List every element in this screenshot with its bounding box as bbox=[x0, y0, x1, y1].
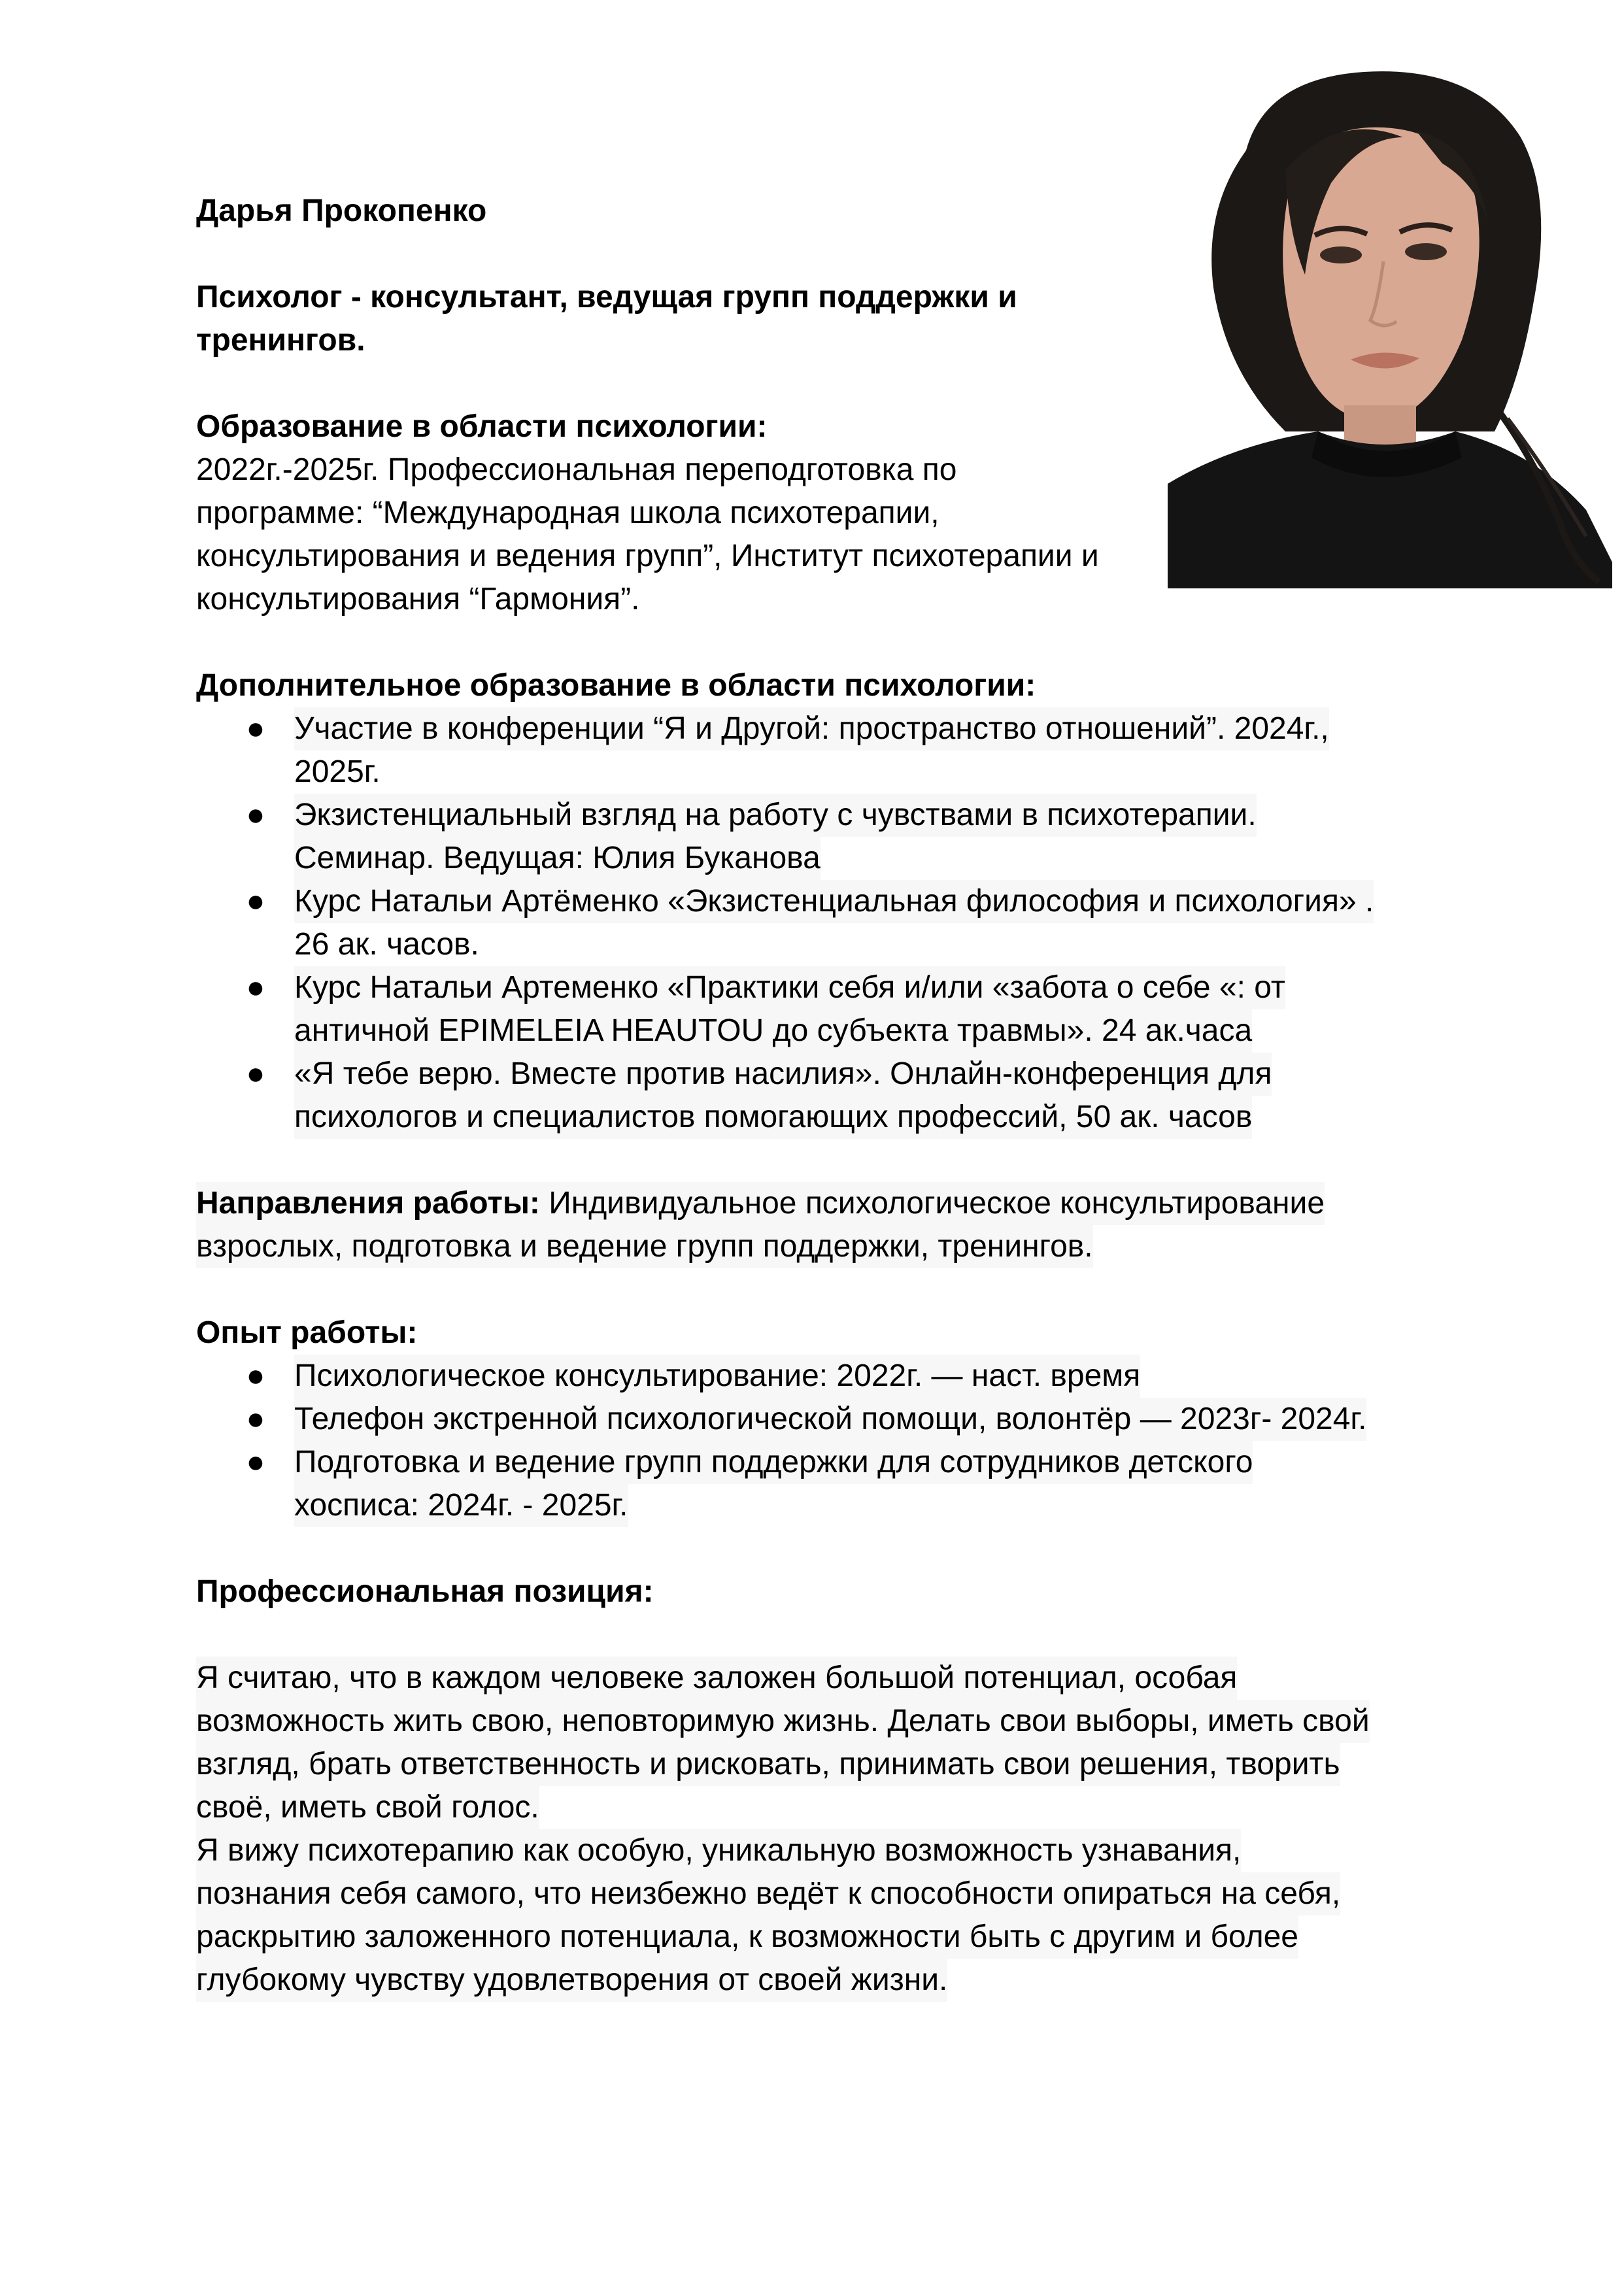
experience-list bbox=[196, 1355, 1438, 1527]
position-line: Я считаю, что в каждом человеке заложен большой потенциал, особая bbox=[196, 1657, 1237, 1700]
list-item bbox=[196, 880, 1438, 966]
education-line: программе: “Международная школа психотерапии, bbox=[196, 496, 939, 530]
bullet-icon: ● bbox=[246, 1445, 265, 1479]
education-line: 2022г.-2025г. Профессиональная переподготовка по bbox=[196, 452, 957, 487]
list-item-text: античной EPIMELEIA HEAUTOU до субъекта травмы». 24 ак.часа bbox=[294, 1009, 1252, 1053]
education-line: консультирования “Гармония”. bbox=[196, 582, 640, 616]
list-item-text: Психологическое консультирование: 2022г. — наст. время bbox=[294, 1355, 1140, 1398]
list-item-text: хосписа: 2024г. - 2025г. bbox=[294, 1484, 628, 1527]
education-line: консультирования и ведения групп”, Институт психотерапии и bbox=[196, 539, 1099, 573]
directions-label: Направления работы: bbox=[196, 1186, 540, 1221]
list-item bbox=[196, 1398, 1438, 1441]
bullet-icon: ● bbox=[246, 1402, 265, 1436]
list-item-text: Семинар. Ведущая: Юлия Буканова bbox=[294, 837, 820, 880]
position-line: Я вижу психотерапию как особую, уникальную возможность узнавания, bbox=[196, 1829, 1241, 1872]
bullet-icon: ● bbox=[246, 970, 265, 1005]
bullet-icon: ● bbox=[246, 1358, 265, 1393]
list-item-text: Экзистенциальный взгляд на работу с чувствами в психотерапии. bbox=[294, 794, 1257, 837]
list-item-text: Курс Натальи Артеменко «Практики себя и/или «забота о себе «: от bbox=[294, 966, 1285, 1009]
resume-content bbox=[196, 190, 1438, 2002]
person-name: Дарья Прокопенко bbox=[196, 194, 487, 228]
job-title-line1: Психолог - консультант, ведущая групп поддержки и bbox=[196, 280, 1017, 314]
position-line: раскрытию заложенного потенциала, к возможности быть с другим и более bbox=[196, 1915, 1298, 1959]
list-item bbox=[196, 794, 1438, 880]
position-line: возможность жить свою, неповторимую жизнь. Делать свои выборы, иметь свой bbox=[196, 1700, 1370, 1743]
education-heading: Образование в области психологии: bbox=[196, 409, 768, 444]
experience-heading: Опыт работы: bbox=[196, 1315, 418, 1350]
list-item bbox=[196, 966, 1438, 1053]
list-item-text: «Я тебе верю. Вместе против насилия». Онлайн-конференция для bbox=[294, 1053, 1272, 1096]
list-item-text: Курс Натальи Артёменко «Экзистенциальная философия и психология» . bbox=[294, 880, 1374, 923]
list-item-text: Участие в конференции “Я и Другой: пространство отношений”. 2024г., bbox=[294, 707, 1329, 751]
position-line: своё, иметь свой голос. bbox=[196, 1786, 539, 1829]
list-item-text: Телефон экстренной психологической помощи, волонтёр — 2023г- 2024г. bbox=[294, 1398, 1366, 1441]
additional-education-list bbox=[196, 707, 1438, 1139]
bullet-icon: ● bbox=[246, 1056, 265, 1091]
position-line: познания себя самого, что неизбежно ведёт к способности опираться на себя, bbox=[196, 1872, 1340, 1915]
position-line: взгляд, брать ответственность и рисковать, принимать свои решения, творить bbox=[196, 1743, 1340, 1786]
directions-line1 bbox=[196, 1182, 1325, 1225]
list-item-text: 26 ак. часов. bbox=[294, 927, 479, 962]
position-line: глубокому чувству удовлетворения от своей жизни. bbox=[196, 1959, 947, 2002]
bullet-icon: ● bbox=[246, 798, 265, 832]
list-item bbox=[196, 707, 1438, 794]
bullet-icon: ● bbox=[246, 884, 265, 919]
list-item-text: Подготовка и ведение групп поддержки для сотрудников детского bbox=[294, 1441, 1253, 1484]
additional-education-heading: Дополнительное образование в области психологии: bbox=[196, 668, 1036, 703]
directions-line2: взрослых, подготовка и ведение групп поддержки, тренингов. bbox=[196, 1225, 1093, 1268]
bullet-icon: ● bbox=[246, 711, 265, 746]
list-item bbox=[196, 1441, 1438, 1527]
list-item-text: 2025г. bbox=[294, 754, 381, 789]
list-item bbox=[196, 1355, 1438, 1398]
job-title-line2: тренингов. bbox=[196, 323, 365, 358]
position-heading: Профессиональная позиция: bbox=[196, 1574, 654, 1609]
directions-text: Индивидуальное психологическое консультирование bbox=[539, 1186, 1325, 1221]
list-item-text: психологов и специалистов помогающих профессий, 50 ак. часов bbox=[294, 1096, 1252, 1139]
list-item bbox=[196, 1053, 1438, 1139]
